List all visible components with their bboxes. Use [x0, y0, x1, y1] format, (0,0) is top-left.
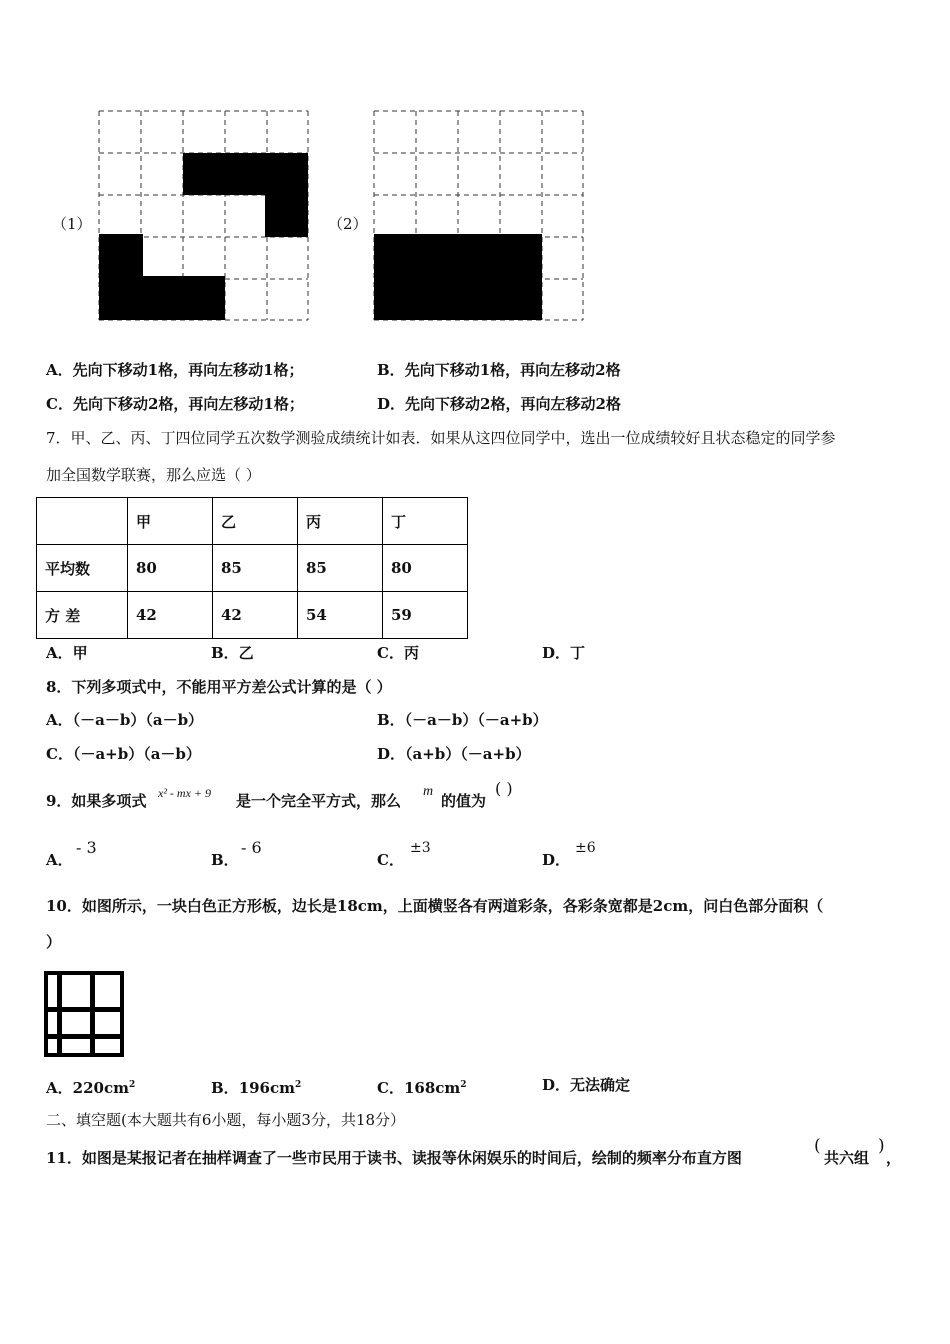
- q9-answer-paren: ( ): [495, 779, 513, 798]
- q9-variable: m: [423, 784, 434, 799]
- scores-table: [36, 497, 468, 639]
- option-letter: C．: [46, 395, 73, 413]
- q10-option-d: [542, 1075, 630, 1095]
- q8-stem: 8．下列多项式中，不能用平方差公式计算的是（ ）: [46, 678, 392, 696]
- option-value: 无法确定: [570, 1076, 631, 1094]
- figure-2-label: （2）: [328, 215, 368, 233]
- q6-option-a: [46, 360, 304, 380]
- option-exponent: 2: [460, 1080, 467, 1090]
- table-cell: 乙: [213, 498, 298, 545]
- q7-option-d: D．丁: [542, 644, 586, 662]
- table-header-row: [37, 498, 468, 545]
- option-text: 先向下移动2格，再向左移动2格: [405, 395, 621, 413]
- figure-1-grid: [97, 110, 311, 322]
- q11-group-text: 共六组: [824, 1149, 870, 1167]
- q11-paren-close: ): [878, 1136, 885, 1156]
- option-exponent: 2: [128, 1080, 136, 1090]
- q9-option-a-value: - 3: [76, 838, 97, 857]
- option-text: 先向下移动1格，再向左移动1格；: [72, 361, 304, 379]
- q8-option-c: C．（－a+b）（a－b）: [46, 745, 201, 763]
- q9-option-a-letter: A．: [46, 851, 73, 869]
- q11-comma: ，: [886, 1149, 902, 1167]
- q10-option-c: [377, 1075, 467, 1098]
- option-letter: C．: [377, 1079, 404, 1097]
- table-cell: [37, 498, 128, 545]
- table-cell: 54: [298, 592, 383, 639]
- q9-option-d-value: ±6: [575, 840, 596, 856]
- option-text: 先向下移动2格，再向左移动1格；: [72, 395, 304, 413]
- option-value: 168cm: [403, 1079, 461, 1097]
- q8-option-a: A．（－a－b）（a－b）: [46, 711, 204, 729]
- q6-option-d: [377, 394, 621, 414]
- q10-option-a: [46, 1075, 135, 1098]
- striped-board-figure: [44, 971, 124, 1057]
- q9-option-c-letter: C．: [377, 851, 404, 869]
- q10-stem-line1: 10．如图所示，一块白色正方形板，边长是18cm，上面横竖各有两道彩条，各彩条宽都是2cm，问白色部分面积（: [46, 897, 824, 915]
- upper-l-shape: [183, 153, 308, 237]
- table-cell: 80: [383, 545, 468, 592]
- table-cell: 80: [128, 545, 213, 592]
- option-text: 先向下移动1格，再向左移动2格: [404, 361, 621, 379]
- table-row: [37, 592, 468, 639]
- option-letter: A．: [46, 1079, 73, 1097]
- figure-2-grid: [372, 110, 586, 322]
- q7-stem-line2: 加全国数学联赛，那么应选（ ）: [46, 466, 261, 484]
- lower-l-shape: [99, 234, 225, 320]
- q9-stem-c: 的值为: [441, 792, 487, 810]
- option-letter: D．: [542, 1076, 571, 1094]
- option-value: 220cm: [72, 1079, 129, 1097]
- table-cell: 85: [298, 545, 383, 592]
- option-exponent: 2: [295, 1080, 302, 1090]
- q9-option-b-letter: B．: [211, 851, 239, 869]
- section-2-heading: 二、填空题(本大题共有6小题，每小题3分，共18分）: [46, 1111, 406, 1129]
- q9-expression: x² - mx + 9: [158, 786, 212, 800]
- option-letter: A．: [46, 361, 73, 379]
- q9-option-d-letter: D．: [542, 851, 571, 869]
- table-cell: 42: [128, 592, 213, 639]
- q6-option-c: [46, 394, 304, 414]
- table-row: [37, 545, 468, 592]
- q7-option-c: C．丙: [377, 644, 419, 662]
- option-letter: D．: [377, 395, 406, 413]
- figure-1-label: （1）: [52, 215, 92, 233]
- q9-option-b-value: - 6: [241, 838, 262, 857]
- q8-option-b: B．（－a－b）（－a+b）: [377, 711, 548, 729]
- q7-stem-line1: 7．甲、乙、丙、丁四位同学五次数学测验成绩统计如表．如果从这四位同学中，选出一位成绩较好且状态稳定的同学参: [46, 429, 836, 447]
- option-value: 196cm: [238, 1079, 296, 1097]
- q7-option-a: A．甲: [46, 644, 88, 662]
- q9-stem-a: 9．如果多项式: [46, 792, 147, 810]
- rectangle-shape: [374, 234, 542, 320]
- table-cell: 平均数: [37, 545, 128, 592]
- q9-option-c-value: ±3: [410, 840, 431, 856]
- option-letter: B．: [377, 361, 405, 379]
- q8-option-d: D．（a+b）（－a+b）: [377, 745, 531, 763]
- table-cell: 丙: [298, 498, 383, 545]
- q11-stem: 11．如图是某报记者在抽样调查了一些市民用于读书、读报等休闲娱乐的时间后，绘制的频率分布直方图: [46, 1149, 742, 1167]
- table-cell: 丁: [383, 498, 468, 545]
- q11-paren-open: (: [814, 1136, 821, 1156]
- table-cell: 42: [213, 592, 298, 639]
- q9-stem-b: 是一个完全平方式，那么: [236, 792, 402, 810]
- table-cell: 85: [213, 545, 298, 592]
- q10-option-b: [211, 1075, 301, 1098]
- q10-stem-line2: ）: [46, 933, 62, 951]
- option-letter: B．: [211, 1079, 239, 1097]
- table-cell: 甲: [128, 498, 213, 545]
- table-cell: 59: [383, 592, 468, 639]
- q6-option-b: [377, 360, 621, 380]
- table-cell: 方 差: [37, 592, 128, 639]
- q7-option-b: B．乙: [211, 644, 254, 662]
